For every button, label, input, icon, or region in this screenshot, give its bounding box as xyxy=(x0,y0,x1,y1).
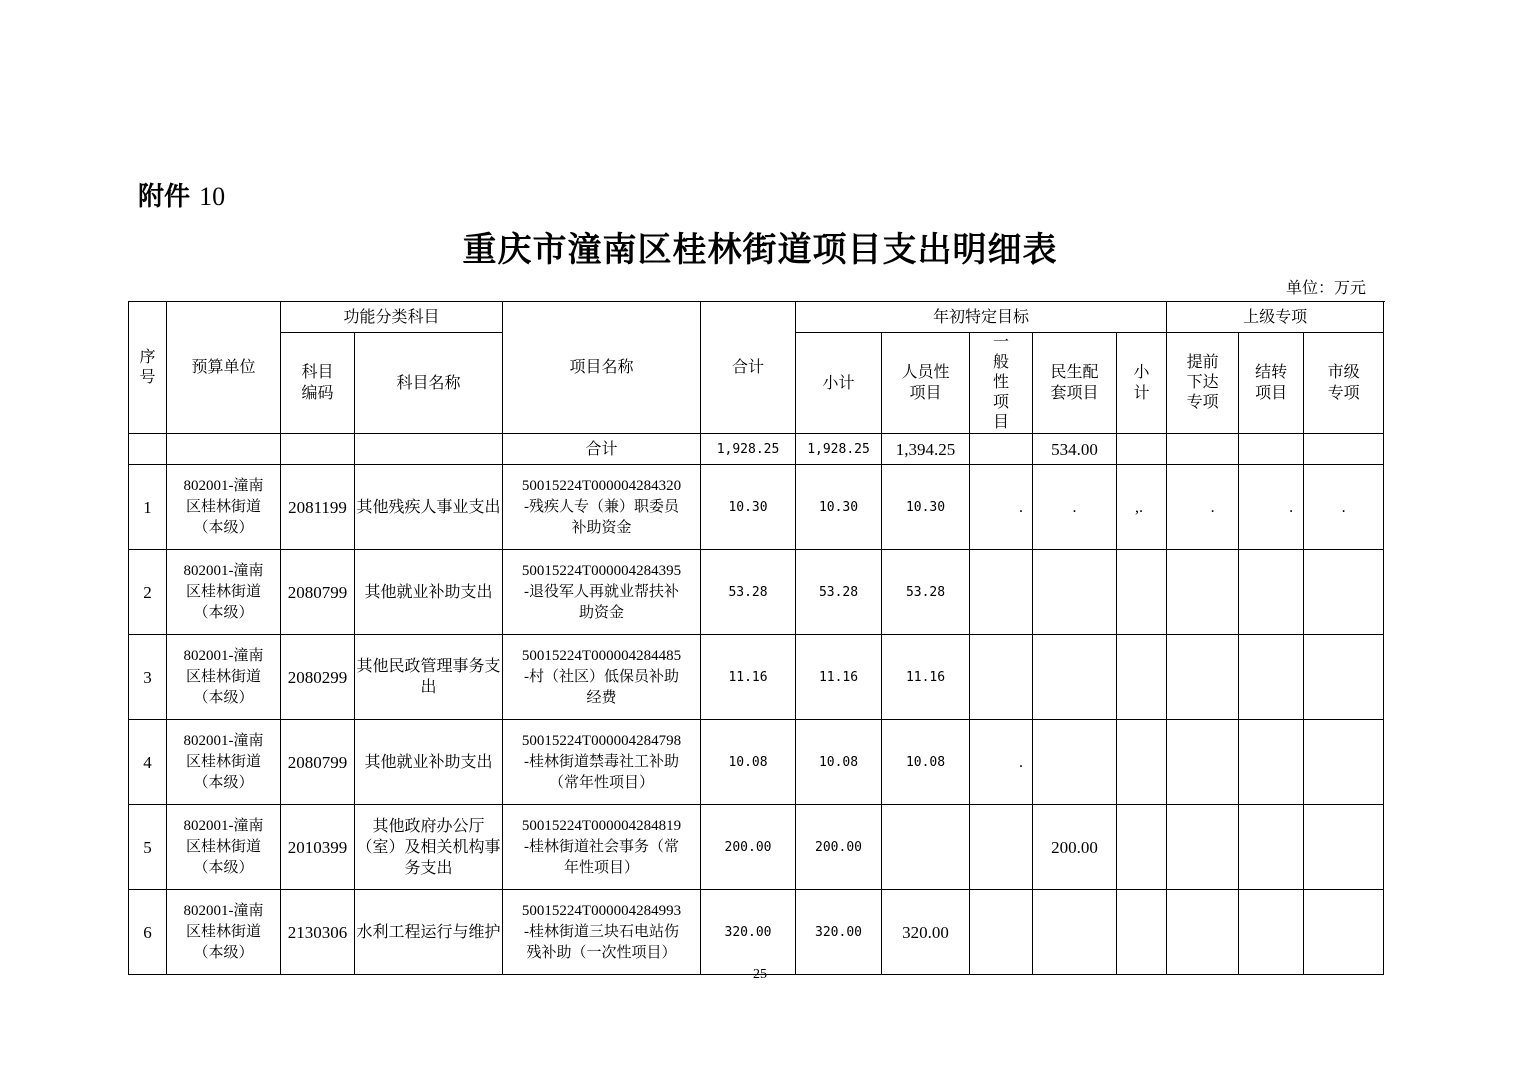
row-annual-subtotal: 200.00 xyxy=(796,805,882,890)
row-general xyxy=(970,550,1033,635)
unit-label: 单位：万元 xyxy=(1286,280,1367,297)
budget-unit-line: 802001-潼南 xyxy=(183,562,264,579)
row-subject-code: 2080799 xyxy=(281,550,355,635)
project-name-line: 50015224T000004284395 xyxy=(521,562,682,579)
total-row-label: 合计 xyxy=(503,434,701,465)
row-total: 200.00 xyxy=(701,805,796,890)
row-total: 10.30 xyxy=(701,465,796,550)
row-total: 10.08 xyxy=(701,720,796,805)
header-annual-general: 一般性项目 xyxy=(970,333,1033,434)
row-subject-name: 其他残疾人事业支出 xyxy=(355,465,503,550)
row-sup-city: . xyxy=(1304,465,1384,550)
table-row xyxy=(129,465,1384,550)
attachment-label xyxy=(138,176,225,213)
project-name-line: -桂林街道社会事务（常 xyxy=(524,838,680,855)
project-name-line: -村（社区）低保员补助 xyxy=(524,668,680,685)
table-body xyxy=(129,465,1384,975)
header-annual-personnel: 人员性项目 xyxy=(882,333,970,434)
budget-unit-line: 802001-潼南 xyxy=(183,732,264,749)
row-sup-city xyxy=(1304,890,1384,975)
row-sup-carryover xyxy=(1239,805,1304,890)
project-name-line: -桂林街道禁毒社工补助 xyxy=(524,753,680,770)
row-sup-subtotal xyxy=(1117,635,1167,720)
budget-unit-line: （本级） xyxy=(193,604,254,621)
project-name-line: 50015224T000004284485 xyxy=(521,647,682,664)
project-name-line: 50015224T000004284798 xyxy=(521,732,682,749)
row-total: 320.00 xyxy=(701,890,796,975)
project-name-line: 残补助（一次性项目） xyxy=(526,944,677,961)
total-row xyxy=(129,434,1384,465)
header-sup-advance: 提前下达专项 xyxy=(1167,333,1239,434)
row-budget-unit xyxy=(167,550,281,635)
row-general xyxy=(970,805,1033,890)
row-annual-subtotal: 10.08 xyxy=(796,720,882,805)
row-subject-code: 2010399 xyxy=(281,805,355,890)
table-row xyxy=(129,720,1384,805)
row-annual-subtotal: 10.30 xyxy=(796,465,882,550)
table-row xyxy=(129,635,1384,720)
row-personnel: 10.30 xyxy=(882,465,970,550)
row-annual-subtotal: 53.28 xyxy=(796,550,882,635)
row-total: 11.16 xyxy=(701,635,796,720)
row-budget-unit xyxy=(167,805,281,890)
row-livelihood: . xyxy=(1033,465,1117,550)
budget-unit-line: （本级） xyxy=(193,689,254,706)
row-sup-city xyxy=(1304,805,1384,890)
row-personnel: 11.16 xyxy=(882,635,970,720)
header-annual-livelihood: 民生配套项目 xyxy=(1033,333,1117,434)
row-seq: 6 xyxy=(129,890,167,975)
table-row xyxy=(129,805,1384,890)
row-sup-advance xyxy=(1167,890,1239,975)
row-subject-name: 其他就业补助支出 xyxy=(355,720,503,805)
header-total: 合计 xyxy=(701,302,796,434)
project-name-line: 补助资金 xyxy=(571,519,632,536)
budget-unit-line: （本级） xyxy=(193,859,254,876)
row-sup-advance xyxy=(1167,720,1239,805)
row-subject-name: 水利工程运行与维护 xyxy=(355,890,503,975)
row-sup-subtotal xyxy=(1117,890,1167,975)
row-subject-code: 2130306 xyxy=(281,890,355,975)
row-personnel xyxy=(882,805,970,890)
total-row-total: 1,928.25 xyxy=(701,434,796,465)
budget-unit-line: （本级） xyxy=(193,774,254,791)
budget-unit-line: （本级） xyxy=(193,519,254,536)
page-title: 重庆市潼南区桂林街道项目支出明细表 xyxy=(462,230,1058,270)
budget-unit-line: 802001-潼南 xyxy=(183,902,264,919)
row-subject-code: 2081199 xyxy=(281,465,355,550)
header-superior-special: 上级专项 xyxy=(1167,302,1384,333)
row-sup-carryover xyxy=(1239,635,1304,720)
row-total: 53.28 xyxy=(701,550,796,635)
row-livelihood xyxy=(1033,890,1117,975)
row-sup-advance xyxy=(1167,635,1239,720)
budget-unit-line: 802001-潼南 xyxy=(183,647,264,664)
header-budget-unit: 预算单位 xyxy=(167,302,281,434)
attachment-text: 附件 xyxy=(138,182,191,212)
budget-unit-line: 区桂林街道 xyxy=(185,753,261,770)
project-name-line: （常年性项目） xyxy=(549,774,655,791)
header-sup-carryover: 结转项目 xyxy=(1239,333,1304,434)
row-subject-name: 其他政府办公厅（室）及相关机构事务支出 xyxy=(355,805,503,890)
total-row-subtotal: 1,928.25 xyxy=(796,434,882,465)
header-function-subject: 功能分类科目 xyxy=(281,302,503,333)
row-sup-subtotal xyxy=(1117,720,1167,805)
row-sup-subtotal: ,. xyxy=(1117,465,1167,550)
row-sup-city xyxy=(1304,550,1384,635)
row-personnel: 10.08 xyxy=(882,720,970,805)
row-sup-subtotal xyxy=(1117,550,1167,635)
row-sup-advance xyxy=(1167,550,1239,635)
project-name-line: 50015224T000004284819 xyxy=(521,817,682,834)
header-annual-subtotal: 小计 xyxy=(796,333,882,434)
row-sup-city xyxy=(1304,635,1384,720)
row-project-name xyxy=(503,720,701,805)
row-budget-unit xyxy=(167,635,281,720)
row-livelihood xyxy=(1033,720,1117,805)
row-project-name xyxy=(503,890,701,975)
row-subject-name: 其他民政管理事务支出 xyxy=(355,635,503,720)
project-name-line: 年性项目） xyxy=(564,859,640,876)
row-project-name xyxy=(503,805,701,890)
row-sup-carryover xyxy=(1239,890,1304,975)
budget-unit-line: 区桂林街道 xyxy=(185,668,261,685)
project-name-line: 经费 xyxy=(586,689,617,706)
row-subject-code: 2080299 xyxy=(281,635,355,720)
row-sup-subtotal xyxy=(1117,805,1167,890)
row-sup-carryover xyxy=(1239,550,1304,635)
row-sup-carryover: . xyxy=(1239,465,1304,550)
budget-unit-line: 区桂林街道 xyxy=(185,583,261,600)
total-row-personnel: 1,394.25 xyxy=(882,434,970,465)
header-annual-target: 年初特定目标 xyxy=(796,302,1167,333)
total-row-livelihood: 534.00 xyxy=(1033,434,1117,465)
row-livelihood xyxy=(1033,550,1117,635)
header-seq: 序号 xyxy=(129,302,167,434)
project-name-line: 50015224T000004284320 xyxy=(521,477,682,494)
row-subject-code: 2080799 xyxy=(281,720,355,805)
row-sup-carryover xyxy=(1239,720,1304,805)
row-seq: 4 xyxy=(129,720,167,805)
row-personnel: 53.28 xyxy=(882,550,970,635)
header-row-1 xyxy=(129,302,1384,333)
row-project-name xyxy=(503,550,701,635)
header-subject-name: 科目名称 xyxy=(355,333,503,434)
row-personnel: 320.00 xyxy=(882,890,970,975)
row-general: . xyxy=(970,465,1033,550)
row-project-name xyxy=(503,465,701,550)
row-budget-unit xyxy=(167,465,281,550)
budget-unit-line: （本级） xyxy=(193,944,254,961)
row-seq: 2 xyxy=(129,550,167,635)
header-sup-subtotal: 小计 xyxy=(1117,333,1167,434)
header-subject-code: 科目编码 xyxy=(281,333,355,434)
project-name-line: -退役军人再就业帮扶补 xyxy=(524,583,680,600)
project-name-line: -残疾人专（兼）职委员 xyxy=(524,498,680,515)
project-name-line: -桂林街道三块石电站伤 xyxy=(524,923,680,940)
row-project-name xyxy=(503,635,701,720)
project-name-line: 助资金 xyxy=(579,604,625,621)
page-number: 25 xyxy=(753,967,767,982)
row-seq: 5 xyxy=(129,805,167,890)
row-budget-unit xyxy=(167,890,281,975)
project-name-line: 50015224T000004284993 xyxy=(521,902,682,919)
project-expense-table xyxy=(128,301,1384,975)
budget-unit-line: 区桂林街道 xyxy=(185,838,261,855)
row-sup-city xyxy=(1304,720,1384,805)
budget-unit-line: 区桂林街道 xyxy=(185,498,261,515)
row-annual-subtotal: 11.16 xyxy=(796,635,882,720)
row-subject-name: 其他就业补助支出 xyxy=(355,550,503,635)
header-sup-city: 市级专项 xyxy=(1304,333,1384,434)
attachment-number: 10 xyxy=(199,182,226,211)
table-row xyxy=(129,550,1384,635)
budget-unit-line: 802001-潼南 xyxy=(183,817,264,834)
budget-unit-line: 802001-潼南 xyxy=(183,477,264,494)
row-general: . xyxy=(970,720,1033,805)
row-livelihood: 200.00 xyxy=(1033,805,1117,890)
row-sup-advance xyxy=(1167,805,1239,890)
table-row xyxy=(129,890,1384,975)
row-general xyxy=(970,890,1033,975)
budget-unit-line: 区桂林街道 xyxy=(185,923,261,940)
row-sup-advance: . xyxy=(1167,465,1239,550)
row-seq: 3 xyxy=(129,635,167,720)
row-budget-unit xyxy=(167,720,281,805)
row-seq: 1 xyxy=(129,465,167,550)
row-general xyxy=(970,635,1033,720)
row-livelihood xyxy=(1033,635,1117,720)
row-annual-subtotal: 320.00 xyxy=(796,890,882,975)
header-project-name: 项目名称 xyxy=(503,302,701,434)
